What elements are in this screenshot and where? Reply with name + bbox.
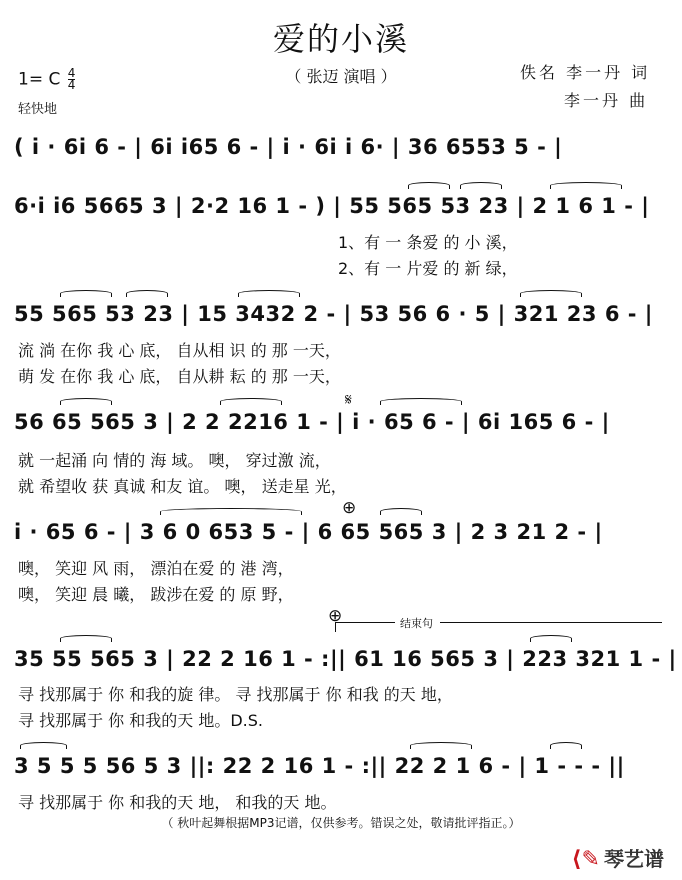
- song-title: 爱的小溪: [272, 20, 409, 58]
- lyrics-row-5-verse-1: 噢， 笑迎 风 雨， 漂泊在爱 的 港 湾，: [18, 559, 294, 578]
- notation-row-1: ( i · 6i 6 - | 6i i65 6 - | i · 6i i 6· | 36 6553 5 - |: [14, 135, 563, 159]
- slur-arc: [160, 508, 302, 515]
- composer-credit: 李一丹 曲: [564, 91, 649, 110]
- key-label: 1= C: [18, 69, 61, 90]
- lyricist-credit: 佚名 李一丹 词: [520, 63, 651, 82]
- slur-arc: [380, 508, 422, 515]
- logo-brand: 琴艺谱: [604, 847, 664, 871]
- time-top: 4: [67, 66, 76, 80]
- singer-credit: （ 张迈 演唱 ）: [285, 67, 397, 86]
- site-logo: [572, 843, 665, 872]
- slur-arc: [20, 742, 67, 749]
- lyrics-row-3-verse-1: 流 淌 在你 我 心 底， 自从相 识 的 那 一天，: [18, 341, 341, 360]
- slur-arc: [550, 182, 622, 189]
- lyrics-row-6-verse-2: 寻 找那属于 你 和我的天 地。D.S.: [18, 711, 263, 730]
- notation-row-2: 6·i i6 5665 3 | 2·2 16 1 - ) | 55 565 53 23 | 2 1 6 1 - |: [14, 194, 650, 218]
- lyrics-row-5-verse-2: 噢， 笑迎 晨 曦， 跋涉在爱 的 原 野，: [18, 585, 294, 604]
- lyrics-row-2-verse-1: 1、有 一 条爱 的 小 溪，: [338, 233, 518, 252]
- slur-arc: [550, 742, 582, 749]
- time-bottom: 4: [67, 78, 76, 92]
- slur-arc: [380, 398, 462, 405]
- slur-arc: [410, 742, 472, 749]
- time-signature: [68, 68, 76, 91]
- tempo-marking: 轻快地: [18, 102, 58, 117]
- slur-arc: [238, 290, 300, 297]
- end-bracket-line-left: [335, 622, 395, 623]
- segno-icon: 𝄋: [345, 390, 352, 409]
- slur-arc: [460, 182, 502, 189]
- slur-arc: [60, 635, 112, 642]
- notation-row-5: i · 65 6 - | 3 6 0 653 5 - | 6 65 565 3 | 2 3 21 2 - |: [14, 520, 603, 544]
- logo-icon: ⟨✎: [571, 847, 600, 872]
- notation-row-6: 35 55 565 3 | 22 2 16 1 - :|| 61 16 565 3 | 223 321 1 - |: [14, 647, 677, 671]
- slur-arc: [220, 398, 282, 405]
- footnote: （ 秋叶起舞根据MP3记谱，仅供参考。错误之处，敬请批评指正。）: [161, 816, 521, 830]
- key-signature: [18, 68, 75, 91]
- slur-arc: [126, 290, 168, 297]
- end-label: 结束句: [400, 617, 433, 630]
- lyrics-row-6-verse-1: 寻 找那属于 你 和我的旋 律。 寻 找那属于 你 和我 的天 地，: [18, 685, 453, 704]
- notation-row-3: 55 565 53 23 | 15 3432 2 - | 53 56 6 · 5 | 321 23 6 - |: [14, 302, 653, 326]
- coda-icon-end: ⊕: [328, 606, 343, 626]
- slur-arc: [60, 398, 112, 405]
- coda-bracket-left: [335, 622, 336, 632]
- slur-arc: [530, 635, 572, 642]
- lyrics-row-3-verse-2: 萌 发 在你 我 心 底， 自从耕 耘 的 那 一天，: [18, 367, 341, 386]
- slur-arc: [408, 182, 450, 189]
- lyrics-row-7: 寻 找那属于 你 和我的天 地， 和我的天 地。: [18, 793, 337, 812]
- slur-arc: [520, 290, 582, 297]
- end-bracket-line-right: [440, 622, 662, 623]
- lyrics-row-4-verse-1: 就 一起涌 向 情的 海 域。 噢， 穿过激 流，: [18, 451, 331, 470]
- coda-icon: ⊕: [342, 498, 357, 518]
- lyrics-row-4-verse-2: 就 希望收 获 真诚 和友 谊。 噢， 送走星 光，: [18, 477, 347, 496]
- notation-row-7: 3 5 5 5 56 5 3 ||: 22 2 16 1 - :|| 22 2 1 6 - | 1 - - - ||: [14, 754, 625, 778]
- slur-arc: [60, 290, 112, 297]
- notation-row-4: 56 65 565 3 | 2 2 2216 1 - | i · 65 6 - | 6i 165 6 - |: [14, 410, 610, 434]
- lyrics-row-2-verse-2: 2、有 一 片爱 的 新 绿，: [338, 259, 518, 278]
